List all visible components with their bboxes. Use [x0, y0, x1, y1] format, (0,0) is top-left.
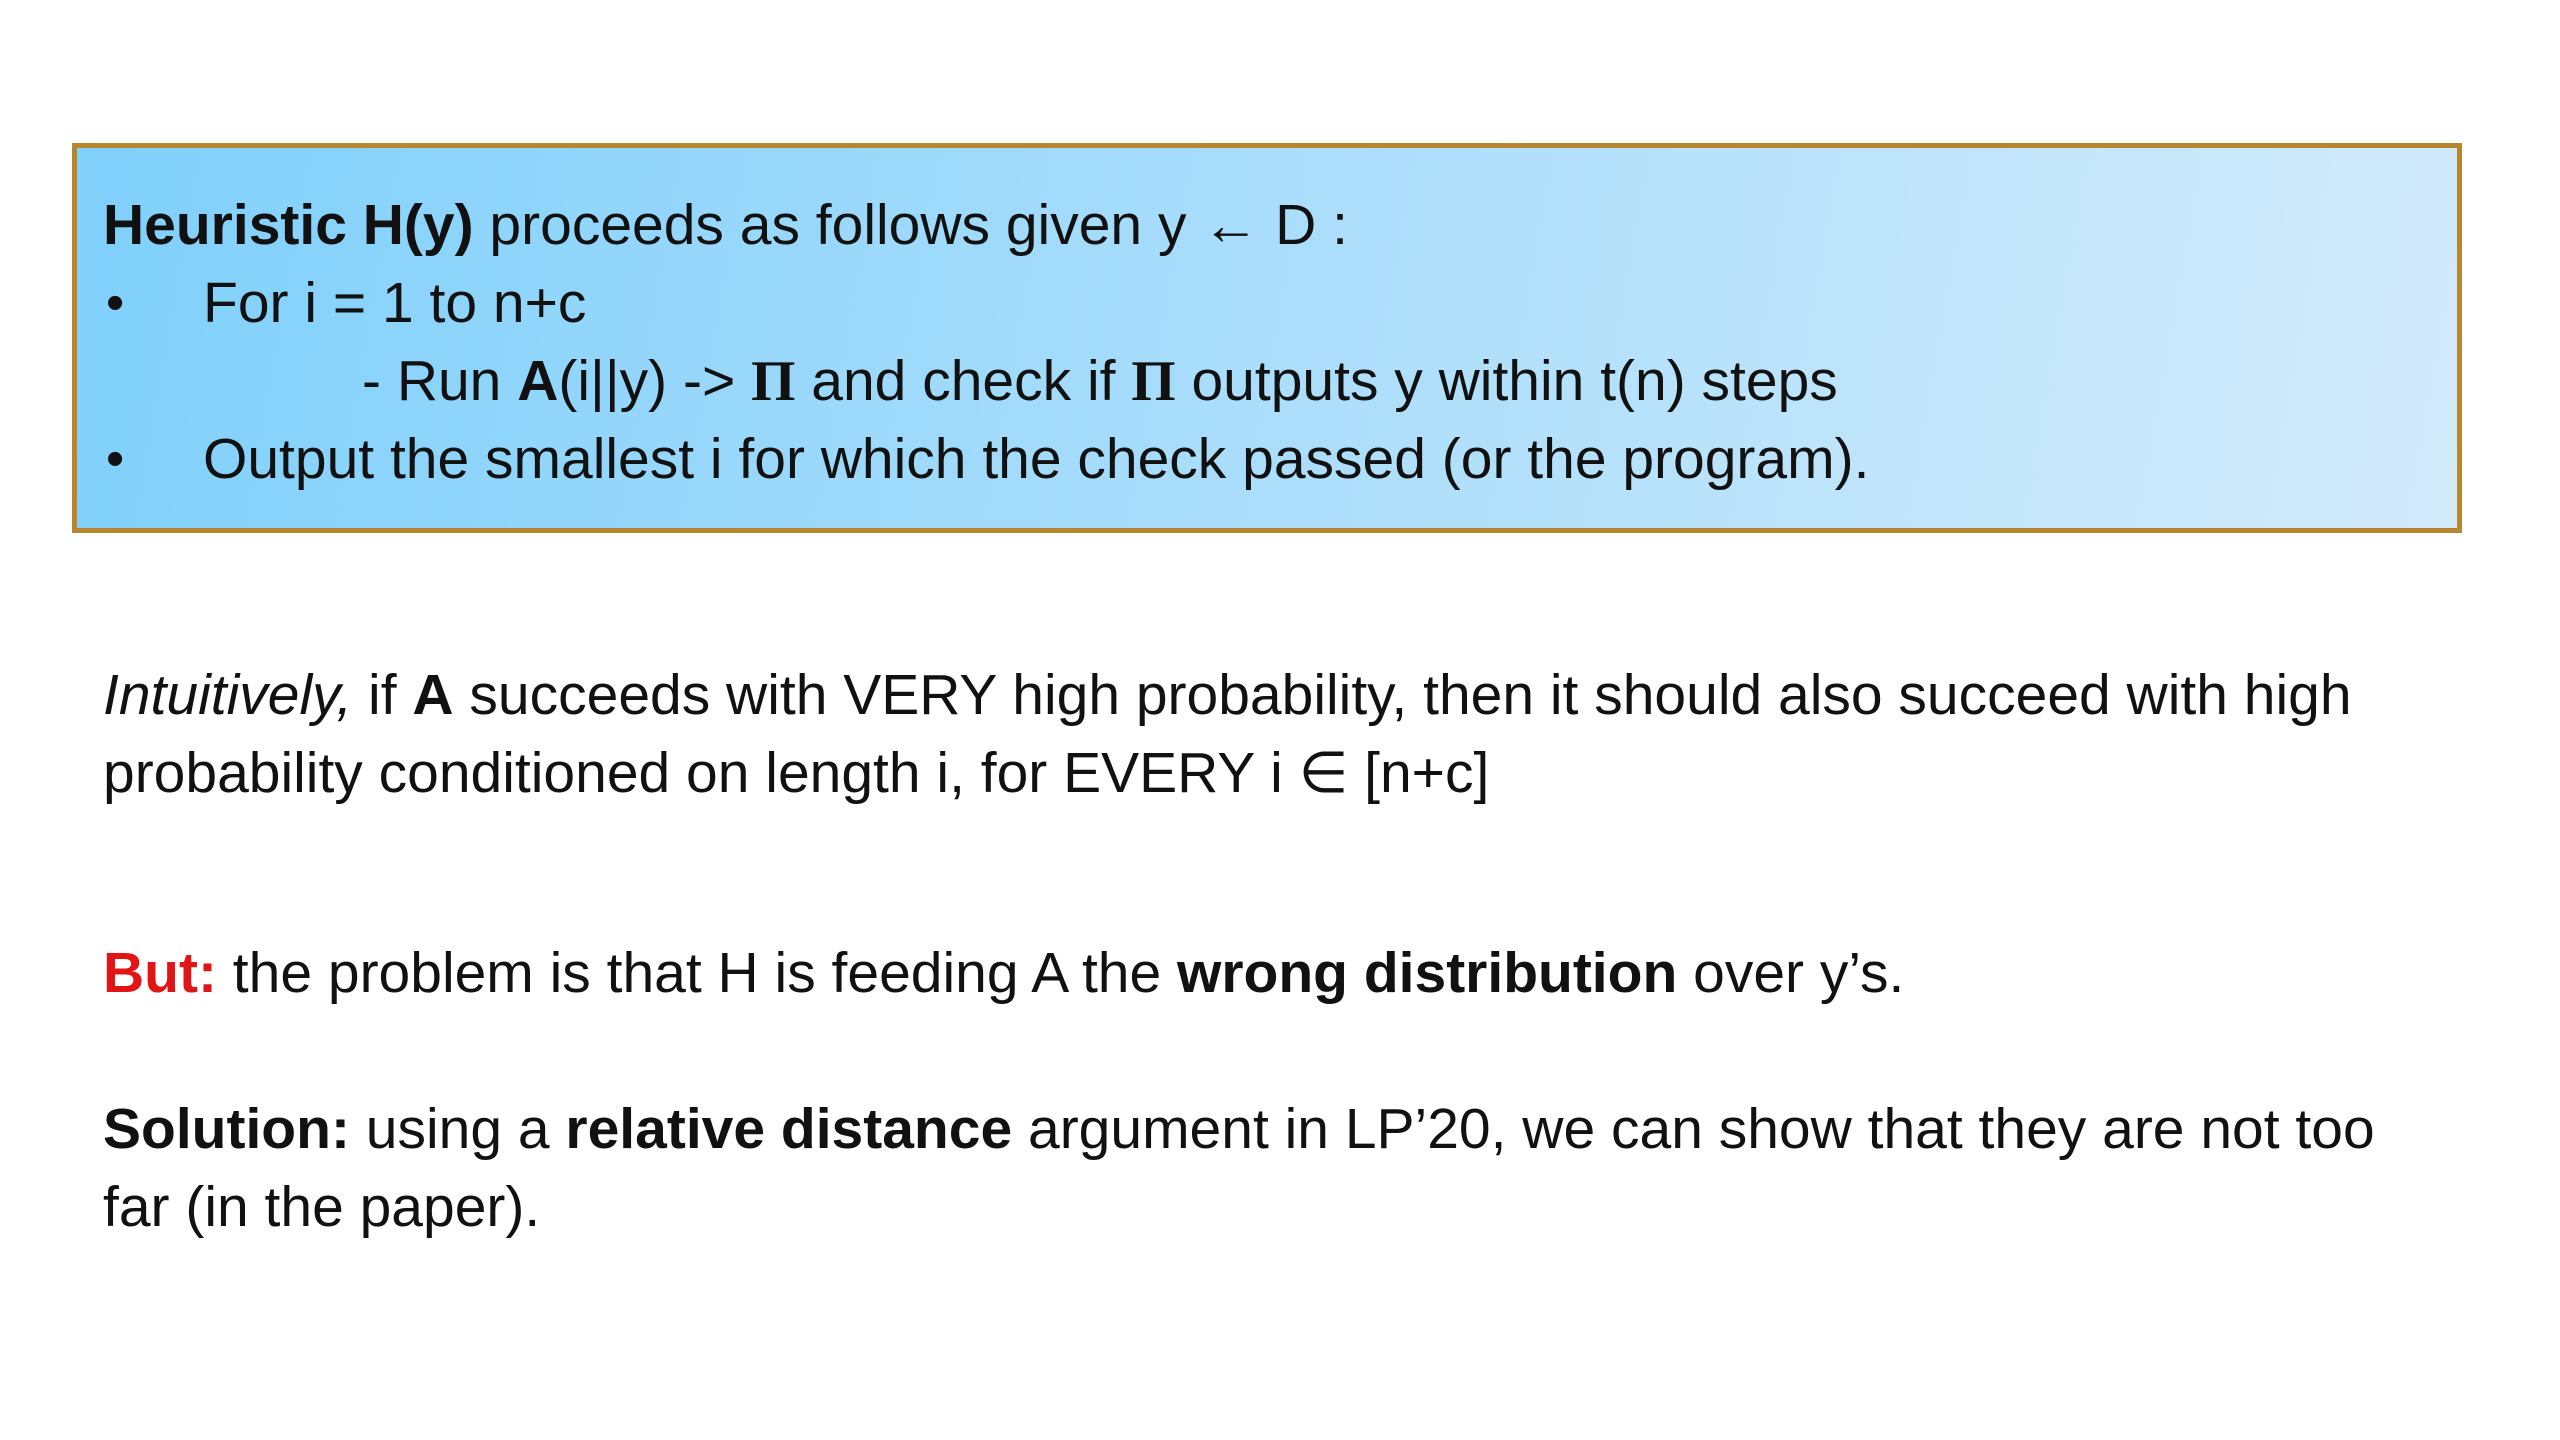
- but-label: But:: [103, 941, 217, 1005]
- heuristic-title-rest: proceeds as follows given y ← D :: [473, 193, 1348, 257]
- solution-bold: relative distance: [565, 1097, 1013, 1161]
- intuition-italic: Intuitively,: [103, 663, 353, 727]
- solution-label: Solution:: [103, 1097, 350, 1161]
- sub-mid2: and check if: [795, 349, 1132, 413]
- bullet-1: •: [106, 274, 125, 332]
- sub-step-line: [362, 342, 1838, 421]
- heuristic-title-line: [103, 186, 1348, 264]
- but-t2: over y’s.: [1677, 941, 1905, 1005]
- solution-t2: argument in LP’20, we can show that they are not too: [1012, 1097, 2375, 1161]
- but-t1: the problem is that H is feeding A the: [216, 941, 1178, 1005]
- sub-end: outputs y within t(n) steps: [1175, 349, 1838, 413]
- intuition-t1: if: [352, 663, 413, 727]
- intuition-algo-a: A: [412, 663, 454, 727]
- bullet-2-text: Output the smallest i for which the check passed (or the program).: [203, 427, 1870, 491]
- heuristic-title: Heuristic H(y): [103, 193, 474, 257]
- solution-line-1: [103, 1090, 2375, 1168]
- sub-mid: (i||y) ->: [558, 349, 752, 413]
- bullet-1-text: For i = 1 to n+c: [203, 271, 587, 335]
- pi-symbol-1: Π: [751, 350, 796, 413]
- sub-prefix: - Run: [362, 349, 518, 413]
- intuition-t2: succeeds with VERY high probability, then it should also succeed with high: [453, 663, 2352, 727]
- heuristic-box: [72, 143, 2462, 533]
- bullet-2: •: [106, 430, 125, 488]
- solution-line-2: far (in the paper).: [103, 1175, 541, 1239]
- but-paragraph: [103, 934, 1904, 1012]
- sub-algo-a: A: [517, 349, 559, 413]
- pi-symbol-2: Π: [1131, 350, 1176, 413]
- intuition-line-1: [103, 656, 2352, 734]
- solution-t1: using a: [349, 1097, 566, 1161]
- but-bold: wrong distribution: [1177, 941, 1678, 1005]
- intuition-line-2: probability conditioned on length i, for EVERY i ∈ [n+c]: [103, 741, 1490, 805]
